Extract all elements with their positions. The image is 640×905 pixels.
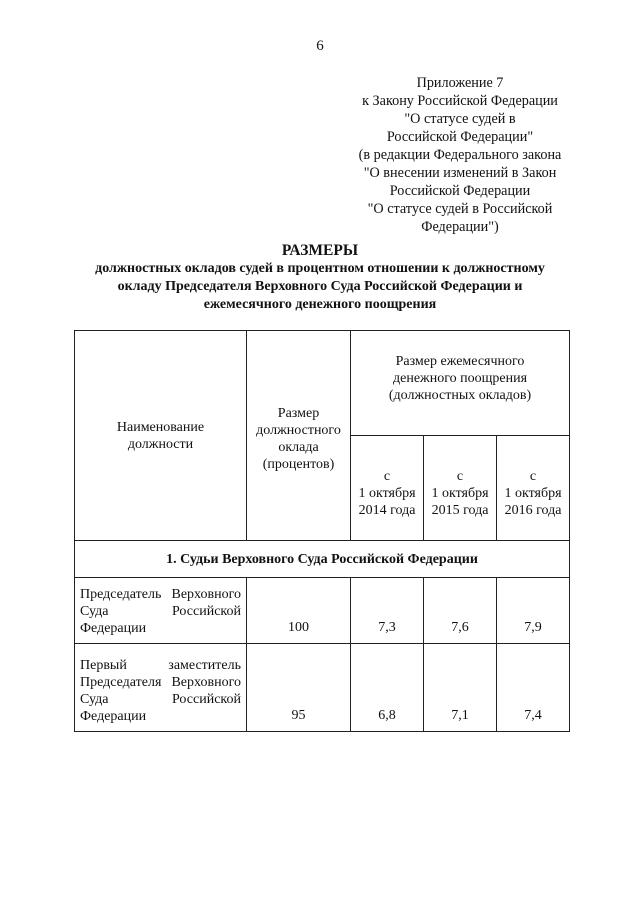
subtitle-line: ежемесячного денежного поощрения	[203, 297, 437, 312]
bonus-2015: 7,6	[424, 578, 497, 644]
header-year-c: с	[529, 468, 537, 484]
table-row-position	[75, 644, 247, 732]
subtitle-line: окладу Председателя Верховного Суда Российской Федерации и	[117, 279, 523, 294]
subtitle-line: должностных окладов судей в процентном отношении к должностному	[95, 261, 545, 276]
header-year-year: 2016 года	[504, 502, 562, 518]
appendix-line: "О внесении изменений в Закон	[363, 165, 557, 181]
appendix-line: Приложение 7	[416, 75, 504, 91]
table-row-position	[75, 578, 247, 644]
document-subtitle	[60, 260, 580, 314]
header-year-2016	[497, 436, 570, 541]
position-name: Председатель Верховного Суда Российской Федерации	[80, 587, 241, 636]
section-title: 1. Судьи Верховного Суда Российской Федерации	[75, 541, 570, 578]
header-salary: Размер должностного оклада (процентов)	[247, 331, 351, 541]
bonus-2014: 6,8	[351, 644, 424, 732]
salary-table	[74, 330, 570, 732]
header-position-name: Наименование должности	[75, 331, 247, 541]
appendix-line: "О статусе судей в	[404, 111, 516, 127]
appendix-line: Российской Федерации	[389, 183, 531, 199]
header-year-year: 2014 года	[358, 502, 416, 518]
header-year-2015	[424, 436, 497, 541]
appendix-reference	[330, 74, 590, 236]
bonus-2016: 7,9	[497, 578, 570, 644]
header-year-2014	[351, 436, 424, 541]
salary-percent: 100	[247, 578, 351, 644]
appendix-line: Российской Федерации"	[386, 129, 534, 145]
appendix-line: (в редакции Федерального закона	[358, 147, 562, 163]
header-year-year: 2015 года	[431, 502, 489, 518]
header-year-date: 1 октября	[504, 485, 562, 501]
header-year-c: с	[383, 468, 391, 484]
position-name: Первый заместитель Председателя Верховного Суда Российской Федерации	[80, 658, 241, 724]
header-year-c: с	[456, 468, 464, 484]
header-year-date: 1 октября	[431, 485, 489, 501]
page-number: 6	[316, 38, 324, 54]
bonus-2016: 7,4	[497, 644, 570, 732]
header-year-date: 1 октября	[358, 485, 416, 501]
appendix-line: "О статусе судей в Российской	[367, 201, 553, 217]
bonus-2014: 7,3	[351, 578, 424, 644]
appendix-line: Федерации")	[421, 219, 499, 235]
bonus-2015: 7,1	[424, 644, 497, 732]
salary-percent: 95	[247, 644, 351, 732]
header-bonus-group: Размер ежемесячного денежного поощрения (должностных окладов)	[351, 331, 570, 436]
document-title: РАЗМЕРЫ	[281, 242, 359, 259]
appendix-line: к Закону Российской Федерации	[362, 93, 558, 109]
